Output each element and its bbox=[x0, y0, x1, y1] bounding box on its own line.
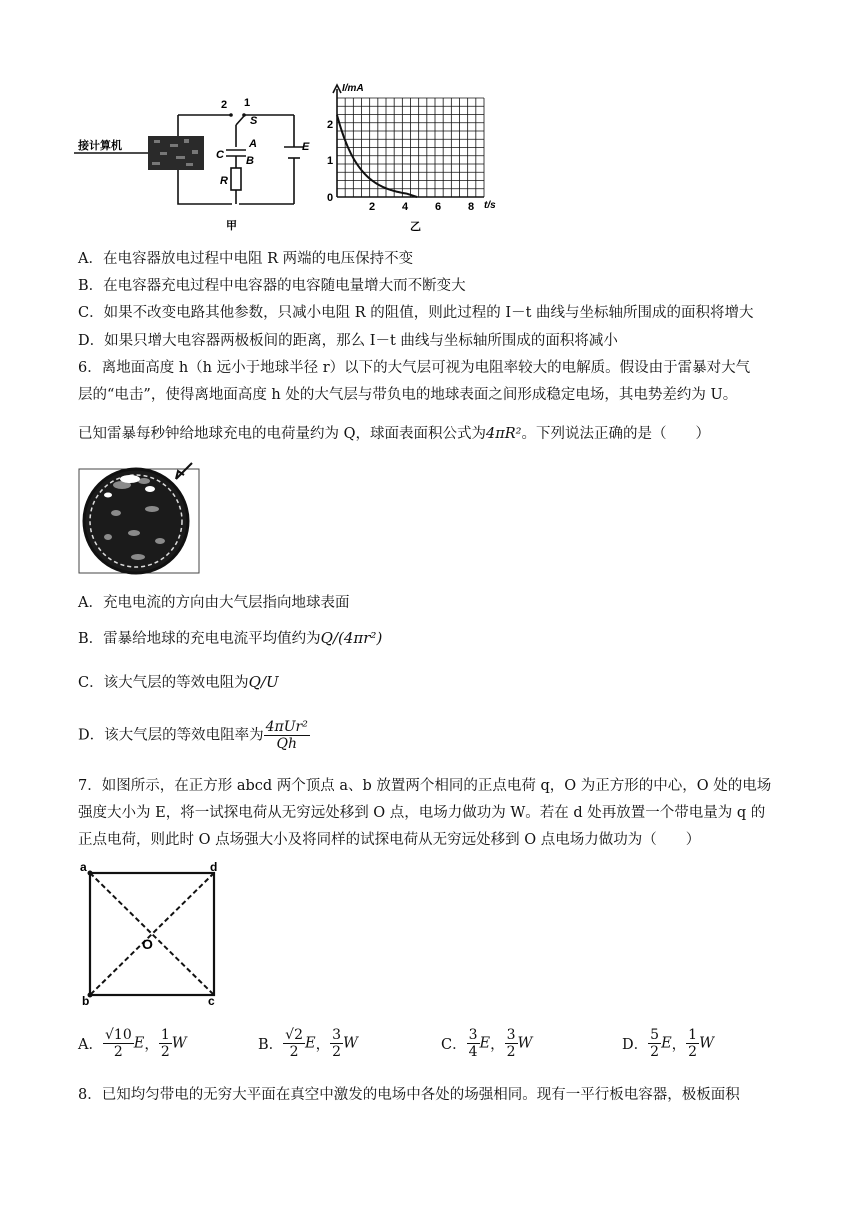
q6-option-a: A．充电电流的方向由大气层指向地球表面 bbox=[78, 595, 350, 611]
x-tick-4: 4 bbox=[402, 201, 409, 213]
q6-option-d: D．该大气层的等效电阻率为 $\frac{\text{4πUr²}}{Qh}$ bbox=[78, 719, 308, 752]
caption-jia: 甲 bbox=[226, 220, 237, 232]
vertex-c: c bbox=[208, 994, 215, 1008]
y-tick-1: 1 bbox=[327, 155, 334, 167]
label-a: A bbox=[249, 138, 257, 150]
it-graph-yi bbox=[322, 80, 510, 238]
q6-stem-line3: 已知雷暴每秒钟给地球充电的电荷量约为 Q，球面表面积公式为4πR²。下列说法正确的是（ ） bbox=[78, 426, 710, 442]
circuit-diagram-jia bbox=[74, 92, 324, 237]
q7-option-b: B． $\frac{√2}{2}$ E， $\frac{3}{2}$ W bbox=[258, 1027, 358, 1060]
q5-option-a: A．在电容器放电过程中电阻 R 两端的电压保持不变 bbox=[78, 251, 414, 267]
x-tick-8: 8 bbox=[468, 201, 475, 213]
q7-stem-line2: 强度大小为 E，将一试探电荷从无穷远处移到 O 点，电场力做功为 W。若在 d 处再放置一个带电量为 q 的 bbox=[78, 805, 766, 821]
label-b: B bbox=[246, 155, 254, 167]
x-tick-2: 2 bbox=[369, 201, 376, 213]
q8-stem-line1: 8．已知均匀带电的无穷大平面在真空中激发的电场中各处的场强相同。现有一平行板电容器，极板面积 bbox=[78, 1087, 740, 1103]
square-abcd-figure bbox=[74, 858, 226, 1008]
caption-yi: 乙 bbox=[410, 221, 421, 233]
y-tick-2: 2 bbox=[327, 119, 334, 131]
q6-option-b-formula: Q/(4πr²) bbox=[320, 629, 383, 647]
vertex-b: b bbox=[82, 994, 90, 1008]
computer-label: 接计算机 bbox=[78, 140, 122, 152]
q6-stem-line1: 6．离地面高度 h（h 远小于地球半径 r）以下的大气层可视为电阻率较大的电解质。假设由于雷暴对大气 bbox=[78, 360, 751, 376]
q7-option-d: D． $\frac{5}{2}$ E， $\frac{1}{2}$ W bbox=[622, 1027, 714, 1060]
q7-option-c: C． $\frac{3}{4}$ E， $\frac{3}{2}$ W bbox=[441, 1027, 533, 1060]
center-o: O bbox=[142, 936, 153, 952]
label-e: E bbox=[302, 141, 310, 153]
surface-area-formula: 4πR² bbox=[486, 426, 522, 442]
label-c: C bbox=[216, 149, 224, 161]
y-tick-0: 0 bbox=[327, 192, 334, 204]
label-s: S bbox=[250, 115, 258, 127]
q5-option-c: C．如果不改变电路其他参数，只减小电阻 R 的阻值，则此过程的 I－t 曲线与坐标轴所围成的面积将增大 bbox=[78, 305, 754, 321]
q5-option-d: D．如果只增大电容器两极板间的距离，那么 I－t 曲线与坐标轴所围成的面积将减小 bbox=[78, 333, 618, 349]
q7-option-a: A． $\frac{√10}{2}$ E， $\frac{1}{2}$ W bbox=[78, 1027, 187, 1060]
q6-option-c-formula: Q/U bbox=[248, 673, 279, 691]
x-axis-label: t/s bbox=[484, 200, 496, 211]
q6-option-c: C．该大气层的等效电阻为Q/U bbox=[78, 673, 279, 691]
q6-option-d-fraction: $\frac{\text{4πUr²}}{Qh}$ bbox=[265, 719, 308, 752]
label-1: 1 bbox=[244, 97, 251, 109]
vertex-a: a bbox=[80, 860, 87, 874]
q5-option-b: B．在电容器充电过程中电容器的电容随电量增大而不断变大 bbox=[78, 278, 466, 294]
q7-stem-line3: 正点电荷，则此时 O 点场强大小及将同样的试探电荷从无穷远处移到 O 点电场力做功为（ ） bbox=[78, 832, 701, 848]
earth-figure bbox=[78, 461, 202, 576]
vertex-d: d bbox=[210, 860, 218, 874]
x-tick-6: 6 bbox=[435, 201, 442, 213]
q6-option-b: B．雷暴给地球的充电电流平均值约为Q/(4πr²) bbox=[78, 629, 383, 647]
q7-stem-line1: 7．如图所示，在正方形 abcd 两个顶点 a、b 放置两个相同的正点电荷 q，O 为正方形的中心，O 处的电场 bbox=[78, 778, 772, 794]
q6-stem-line2: 层的“电击”，使得离地面高度 h 处的大气层与带负电的地球表面之间形成稳定电场，其电势差约为 U。 bbox=[78, 387, 738, 403]
label-2: 2 bbox=[221, 99, 228, 111]
label-r: R bbox=[220, 175, 228, 187]
y-axis-label: I/mA bbox=[342, 83, 364, 94]
